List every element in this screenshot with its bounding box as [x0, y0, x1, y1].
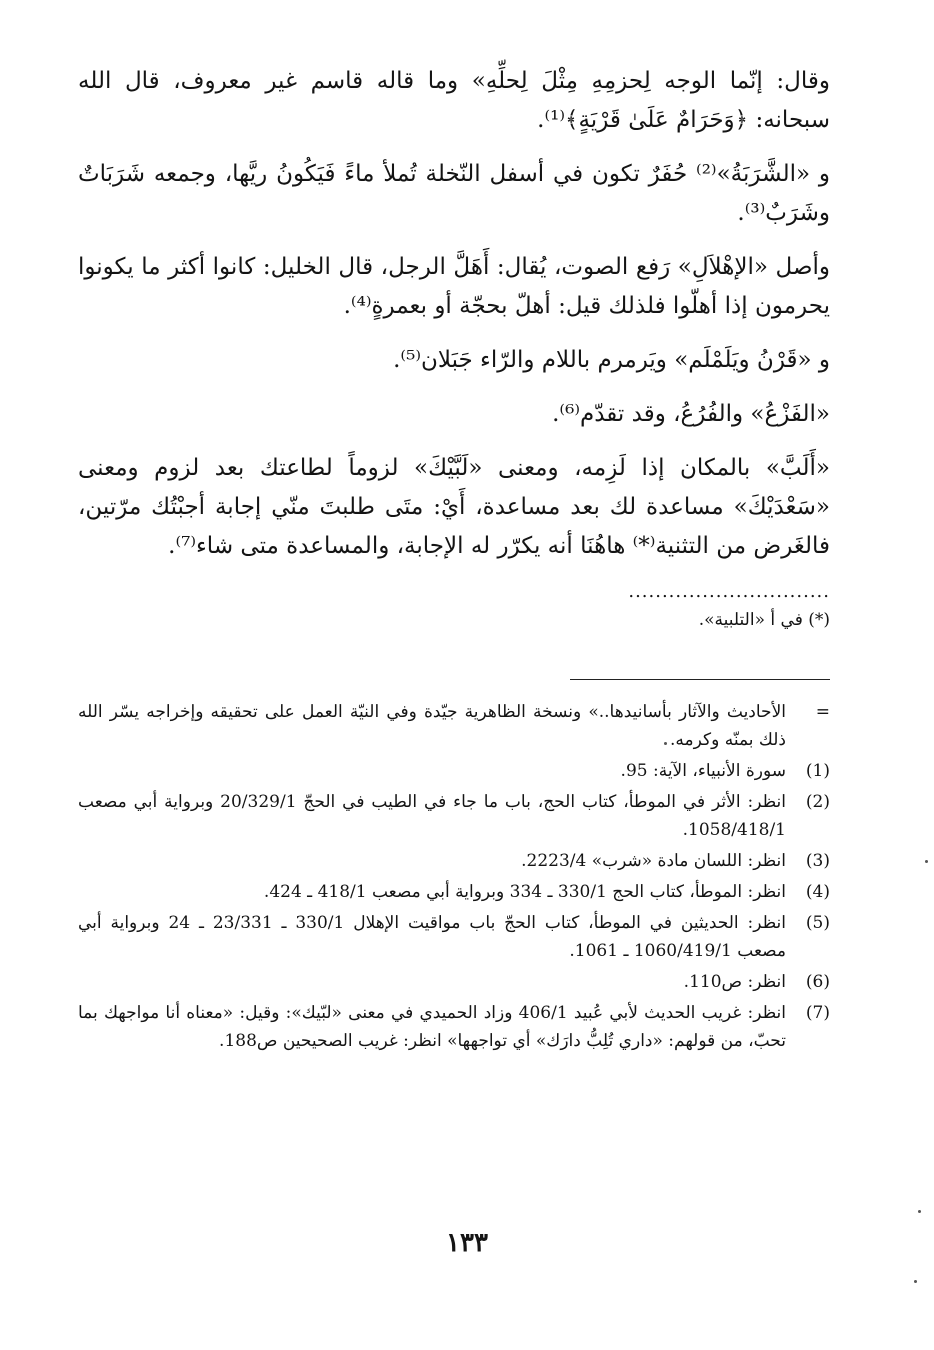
page-content — [78, 62, 830, 1058]
scan-speck — [914, 1280, 917, 1283]
paragraph-6: «أَلَبَّ» بالمكان إذا لَزِمه، ومعنى «لَبَّيْكَ» لزوماً لطاعتك بعد لزوم ومعنى «سَعْدَيْكَ» مساعدة لك بعد مساعدة، أَيْ: متَى طلبتَ منّي إجابة أجبْتُك مرّتين، فالغَرض من التثنية⁽*⁾ هاهُنَا أنه يكرّر له الإجابة، والمساعدة متى شاء⁽⁷⁾. — [78, 455, 830, 559]
footnote-number: = — [815, 702, 830, 722]
footnote-text: انظر: اللسان مادة «شرب» 2223/4. — [521, 851, 786, 871]
separator-dots: .............................. — [628, 581, 830, 602]
footnote-item — [78, 909, 830, 965]
footnote-number: (3) — [805, 851, 830, 871]
paragraph-2: و «الشَّرَبَةُ»⁽²⁾ حُفَرٌ تكون في أسفل النّخلة تُملأ ماءً فَيَكُونُ ريَّها، وجمعه شَرَبَاتٌ وشَرَبٌ⁽³⁾. — [78, 161, 830, 226]
footnote-text: انظر: ص110. — [683, 972, 786, 992]
footnote-number: (2) — [805, 792, 830, 812]
footnote-number: (6) — [805, 972, 830, 992]
footnote-text: سورة الأنبياء، الآية: 95. — [620, 761, 786, 781]
page-number: ١٣٣ — [446, 1228, 488, 1258]
footnote-item — [78, 968, 830, 996]
paragraph-5: «الفَزْعُ» والفُرُعُ، وقد تقدّم⁽⁶⁾. — [552, 401, 830, 427]
footnote-item — [78, 847, 830, 875]
star-note: (*) في أ «التلبية». — [698, 610, 830, 630]
scan-speck — [664, 742, 667, 745]
footnote-number: (1) — [805, 761, 830, 781]
footnote-item — [78, 999, 830, 1055]
footnote-item — [78, 757, 830, 785]
scan-speck — [925, 860, 928, 863]
footnote-list — [78, 698, 830, 1055]
footnote-text: انظر: الموطأ، كتاب الحج 330/1 ـ 334 وبرواية أبي مصعب 418/1 ـ 424. — [263, 882, 786, 902]
scan-speck — [918, 1210, 921, 1213]
paragraph-3: وأصل «الإهْلاَلِ» رَفع الصوت، يُقال: أَهَلَّ الرجل، قال الخليل: كانوا أكثر ما يكونوا يحرمون إذا أهلّوا فلذلك قيل: أهلّ بحجّة أو بعمرةٍ⁽⁴⁾. — [78, 254, 830, 319]
footnote-text: انظر: غريب الحديث لأبي عُبيد 406/1 وزاد الحميدي في معنى «لبّيك»: وقيل: «معناه أنا مواجهك بما تحبّ، من قولهم: «داري تُلِبُّ دارَك» أي تواجهها» انظر: غريب الصحيحين ص188. — [78, 1003, 786, 1051]
footnote-number: (7) — [805, 1003, 830, 1023]
paragraph-1: وقال: إنّما الوجه لِحزمِهِ مِثْلَ لِحلِّهِ» وما قاله قاسم غير معروف، قال الله سبحانه: ﴿وَحَرَامٌ عَلَىٰ قَرْيَةٍ﴾⁽¹⁾. — [78, 68, 830, 133]
footnote-number: (4) — [805, 882, 830, 902]
footnote-item — [78, 788, 830, 844]
footnote-number: (5) — [805, 913, 830, 933]
footnote-text: الأحاديث والآثار بأسانيدها..» ونسخة الظاهرية جيّدة وفي النيّة العمل على تحقيقه وإخراجه يسّر الله ذلك بمنّه وكرمه. — [78, 702, 786, 750]
paragraph-4: و «قَرْنُ ويَلَمْلَم» ويَرمرم باللام والرّاء جَبَلان⁽⁵⁾. — [393, 347, 830, 373]
footnote-rule — [570, 679, 830, 680]
footnote-text: انظر: الحديثين في الموطأ، كتاب الحجّ باب مواقيت الإهلال 330/1 ـ 23/331 ـ 24 وبرواية أبي مصعب 1060/419/1 ـ 1061. — [78, 913, 787, 961]
footnote-item — [78, 878, 830, 906]
footnote-item — [78, 698, 830, 754]
footnote-text: انظر: الأثر في الموطأ، كتاب الحج، باب ما جاء في الطيب في الحجّ 20/329/1 وبرواية أبي مصعب 1058/418/1. — [78, 792, 786, 840]
